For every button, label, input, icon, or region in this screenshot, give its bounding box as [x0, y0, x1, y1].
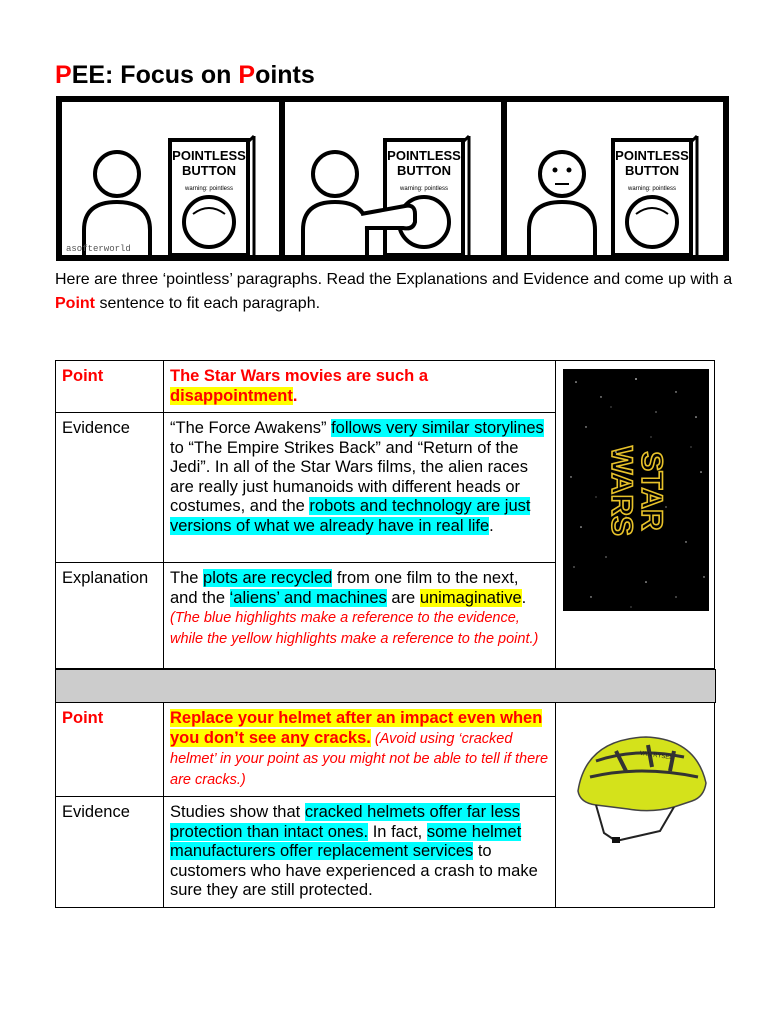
starwars-table — [55, 360, 715, 669]
starwars-logo-line1: STAR — [635, 451, 668, 531]
point-text: The Star Wars movies are such a — [170, 367, 428, 385]
point-cell — [164, 361, 556, 413]
evidence-label-cell — [56, 413, 164, 563]
evidence-text-2: In fact, — [368, 822, 427, 841]
explanation-highlight-1: plots are recycled — [203, 569, 333, 587]
title-p2: P — [238, 61, 256, 89]
explanation-text-4: . — [521, 588, 527, 607]
evidence-label-cell — [56, 797, 164, 908]
table-separator-row — [55, 669, 716, 703]
explanation-highlight-3: unimaginative — [419, 588, 522, 607]
intro-text-2: sentence to fit each paragraph. — [95, 295, 321, 312]
evidence-highlight-1: cracked helmets offer far less protection than intact ones. — [170, 803, 521, 841]
intro-point-word: Point — [55, 295, 95, 312]
starwars-logo-line2: WARS — [605, 446, 638, 536]
explanation-label: Explanation — [62, 569, 149, 587]
point-label: Point — [62, 709, 104, 727]
explanation-highlight-2: ‘aliens’ and machines — [229, 588, 387, 607]
panel1-sign-warning: warning: pointless — [184, 186, 234, 192]
comic-panel-3 — [507, 102, 723, 255]
point-label-cell — [56, 703, 164, 797]
evidence-text-3: to customers who have experienced a crash to make sure they are still protected. — [170, 842, 538, 899]
explanation-text-3: are — [386, 588, 420, 607]
point-highlight: Replace your helmet after an impact even when you don’t see any cracks. — [170, 709, 543, 747]
evidence-highlight-2: robots and technology are just versions of what we already have in real life — [170, 497, 531, 535]
explanation-text-1: The — [170, 569, 204, 587]
page-title — [55, 58, 315, 92]
panel2-sign-line2: BUTTON — [397, 163, 451, 178]
panel3-sign-line2: BUTTON — [625, 163, 679, 178]
evidence-highlight-1: follows very similar storylines — [331, 419, 544, 437]
explanation-text-2: from one film to the next, and the — [170, 569, 519, 607]
explanation-cell — [164, 563, 556, 669]
evidence-highlight-2: some helmet manufacturers offer replacement services — [170, 822, 522, 860]
helmet-image-cell — [556, 703, 715, 908]
explanation-label-cell — [56, 563, 164, 669]
point-end: . — [292, 386, 298, 405]
comic-panel-2 — [285, 102, 501, 255]
pressing-arm-icon — [361, 206, 415, 229]
evidence-text-2: to “The Empire Strikes Back” and “Return of the Jedi”. In all of the Star Wars films, the alien races are really just humanoids with different heads or costumes, and the — [170, 438, 528, 515]
comic-strip — [56, 96, 729, 261]
comic-watermark: asofterworld — [66, 244, 131, 254]
helmet-brand: VAN RYSEL — [639, 750, 673, 762]
explanation-note: (The blue highlights make a reference to the evidence, while the yellow highlights make a reference to the point.) — [170, 610, 539, 647]
point-label-cell — [56, 361, 164, 413]
evidence-cell — [164, 797, 556, 908]
starwars-image-cell — [556, 361, 715, 669]
evidence-label: Evidence — [62, 803, 130, 821]
panel1-sign-line2: BUTTON — [182, 163, 236, 178]
title-p1: P — [55, 61, 72, 89]
evidence-text-3: . — [489, 516, 494, 535]
pointless-button-icon — [184, 197, 234, 247]
intro-text-1: Here are three ‘pointless’ paragraphs. Read the Explanations and Evidence and come up with a — [55, 271, 733, 288]
intro-paragraph — [55, 268, 735, 316]
starwars-poster-image — [556, 367, 714, 617]
evidence-cell — [164, 413, 556, 563]
title-end: oints — [255, 61, 315, 89]
evidence-label: Evidence — [62, 419, 130, 437]
point-highlight: disappointment — [170, 386, 293, 405]
point-label: Point — [62, 367, 104, 385]
point-note: (Avoid using ‘cracked helmet’ in your point as you might not be able to tell if there are cracks.) — [170, 730, 549, 788]
title-mid: EE: Focus on — [71, 61, 239, 89]
panel2-sign-warning: warning: pointless — [399, 186, 449, 192]
panel2-sign-line1: POINTLESS — [387, 148, 461, 163]
evidence-text-1: “The Force Awakens” — [170, 419, 332, 437]
evidence-text-1: Studies show that — [170, 803, 305, 821]
helmet-table — [55, 702, 715, 908]
comic-panel-1 — [62, 102, 279, 255]
bike-helmet-image — [556, 721, 714, 851]
panel3-sign-line1: POINTLESS — [615, 148, 689, 163]
panel1-sign-line1: POINTLESS — [172, 148, 246, 163]
pointless-button-icon — [627, 197, 677, 247]
panel3-sign-warning: warning: pointless — [627, 186, 677, 192]
point-cell — [164, 703, 556, 797]
